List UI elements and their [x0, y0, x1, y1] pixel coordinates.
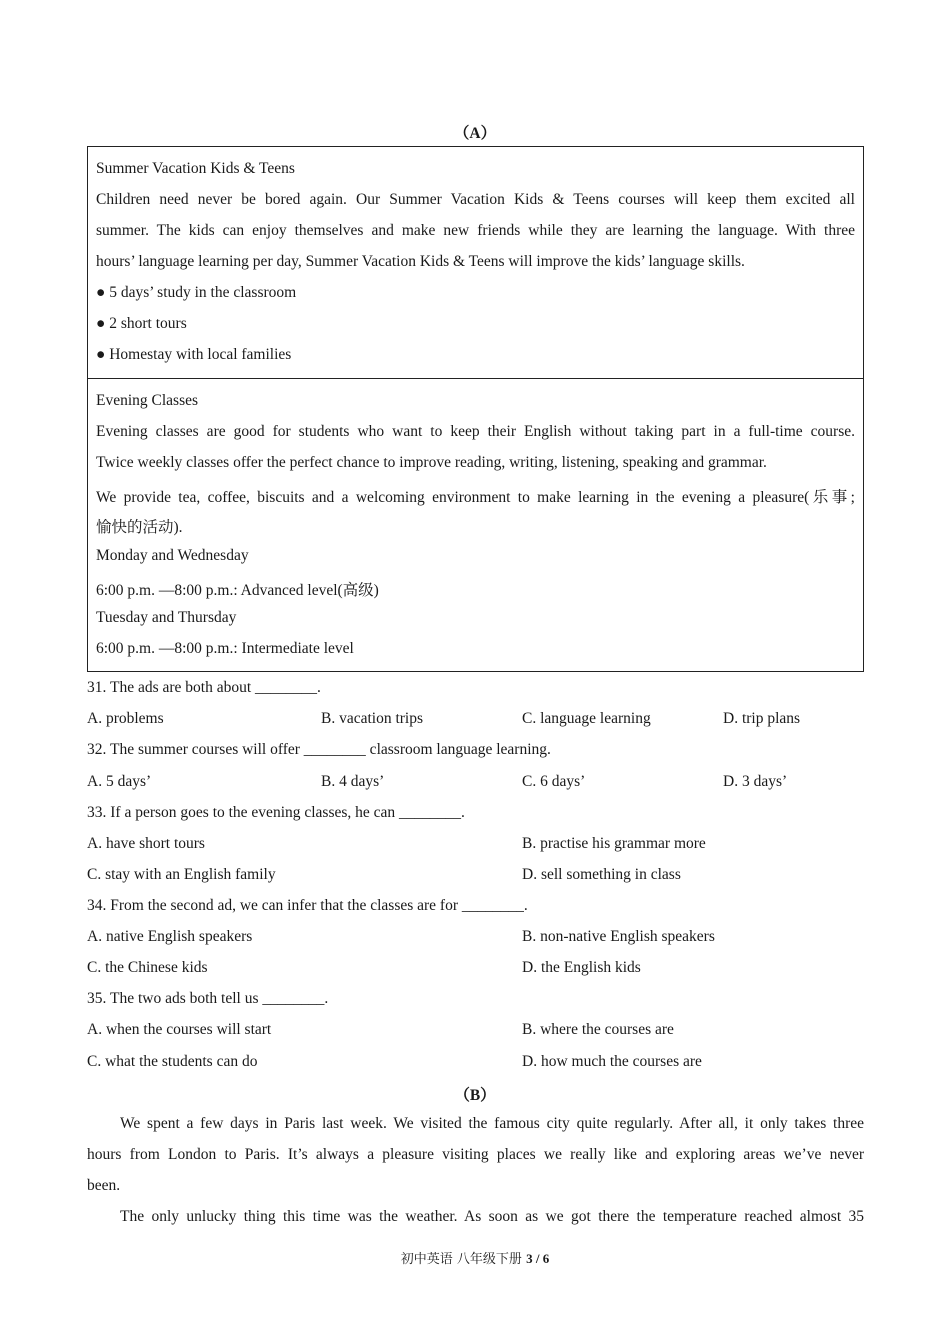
- option-33c: C. stay with an English family: [87, 866, 276, 883]
- option-34c: C. the Chinese kids: [87, 959, 208, 976]
- option-35a: A. when the courses will start: [87, 1021, 272, 1038]
- option-32a: A. 5 days’: [87, 773, 152, 790]
- option-33d: D. sell something in class: [522, 866, 681, 883]
- footer-page: 3: [526, 1251, 533, 1266]
- option-33b: B. practise his grammar more: [522, 835, 706, 852]
- section-a-title: （A）: [453, 125, 497, 142]
- option-31b: B. vacation trips: [321, 710, 424, 727]
- ad1-title: Summer Vacation Kids & Teens: [96, 160, 295, 177]
- footer-sep: /: [532, 1251, 543, 1266]
- option-32b: B. 4 days’: [321, 773, 385, 790]
- option-31a: A. problems: [87, 710, 164, 727]
- ad1-line: hours’ language learning per day, Summer Vacation Kids & Teens will improve the kids’ language skills.: [96, 253, 745, 270]
- ad2-line: Twice weekly classes offer the perfect chance to improve reading, writing, listening, speaking and grammar.: [96, 454, 767, 471]
- passage-b-line: We spent a few days in Paris last week. We visited the famous city quite regularly. After all, it only takes three: [120, 1115, 864, 1132]
- option-35b: B. where the courses are: [522, 1021, 674, 1038]
- option-34d: D. the English kids: [522, 959, 641, 976]
- passage-b-line: hours from London to Paris. It’s always a pleasure visiting places we really like and exploring areas we’ve never: [87, 1146, 864, 1163]
- ad2-title: Evening Classes: [96, 392, 199, 409]
- option-33a: A. have short tours: [87, 835, 205, 852]
- option-35d: D. how much the courses are: [522, 1053, 702, 1070]
- ad2-line: We provide tea, coffee, biscuits and a welcoming environment to make learning in the evening a pleasure(乐事;: [96, 489, 855, 506]
- question-35: 35. The two ads both tell us ________.: [87, 990, 329, 1007]
- section-b-title: （B）: [454, 1087, 496, 1104]
- ad2-schedule: 6:00 p.m. —8:00 p.m.: Advanced level(高级): [96, 582, 379, 599]
- ad1-line: summer. The kids can enjoy themselves and make new friends while they are learning the language. With three: [96, 222, 855, 239]
- ads-divider: [88, 378, 863, 379]
- footer-label: 初中英语 八年级下册: [400, 1252, 527, 1267]
- question-34: 34. From the second ad, we can infer that the classes are for ________.: [87, 897, 528, 914]
- ad1-bullet: ● 2 short tours: [96, 315, 187, 332]
- option-32c: C. 6 days’: [522, 773, 586, 790]
- option-34b: B. non-native English speakers: [522, 928, 715, 945]
- option-35c: C. what the students can do: [87, 1053, 258, 1070]
- option-32d: D. 3 days’: [723, 773, 788, 790]
- option-31d: D. trip plans: [723, 710, 801, 727]
- option-34a: A. native English speakers: [87, 928, 253, 945]
- passage-b-line: been.: [87, 1177, 121, 1194]
- ad2-schedule: Tuesday and Thursday: [96, 609, 237, 626]
- ad1-bullet: ● Homestay with local families: [96, 346, 292, 363]
- ad2-schedule: 6:00 p.m. —8:00 p.m.: Intermediate level: [96, 640, 354, 657]
- question-31: 31. The ads are both about ________.: [87, 679, 321, 696]
- ad2-schedule: Monday and Wednesday: [96, 547, 249, 564]
- page-footer: [0, 1248, 950, 1267]
- ad2-line: 愉快的活动).: [96, 519, 183, 536]
- ad1-line: Children need never be bored again. Our Summer Vacation Kids & Teens courses will keep them excited all: [96, 191, 855, 208]
- option-31c: C. language learning: [522, 710, 651, 727]
- question-32: 32. The summer courses will offer ________ classroom language learning.: [87, 741, 551, 758]
- footer-total: 6: [542, 1251, 550, 1266]
- ad2-line: Evening classes are good for students who want to keep their English without taking part in a full-time course.: [96, 423, 855, 440]
- passage-b-line: The only unlucky thing this time was the weather. As soon as we got there the temperature reached almost 35: [120, 1208, 864, 1225]
- question-33: 33. If a person goes to the evening classes, he can ________.: [87, 804, 465, 821]
- ads-box: [87, 146, 864, 672]
- ad1-bullet: ● 5 days’ study in the classroom: [96, 284, 297, 301]
